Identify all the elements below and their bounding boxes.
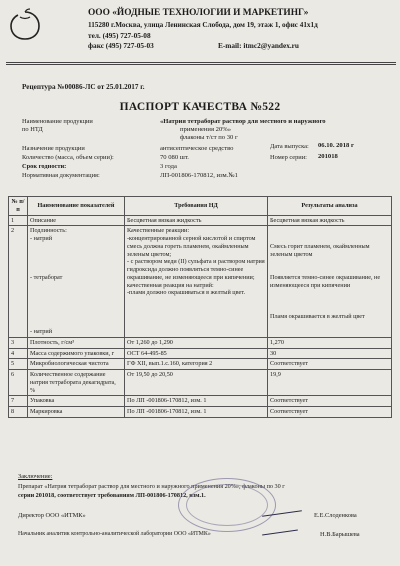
company-email: E-mail: itmc2@yandex.ru	[218, 41, 299, 50]
company-name: ООО «ЙОДНЫЕ ТЕХНОЛОГИИ И МАРКЕТИНГ»	[88, 8, 309, 18]
row-requirement: По ЛП -001806-170812, изм. 1	[125, 396, 268, 407]
table-header-row	[9, 197, 392, 216]
row-result: 1,270	[268, 337, 392, 348]
director-title: Директор ООО «ИТМК»	[18, 512, 86, 519]
spec-table	[8, 196, 392, 418]
company-address: 115280 г.Москва, улица Ленинская Слобода, дом 19, этаж 1, офис 41х1д	[88, 21, 318, 29]
normdoc-label: Нормативная документация:	[22, 172, 100, 179]
header-divider-2	[6, 64, 396, 65]
table-row	[9, 215, 392, 226]
row-indicator: Маркировка	[28, 407, 125, 418]
row-result: Соответствует	[268, 359, 392, 370]
product-value-line3: флаконы т/ст по 30 г	[180, 134, 238, 141]
quantity-label: Количество (масса, объем серии):	[22, 154, 114, 161]
row-num: 3	[9, 337, 28, 348]
col-header-num: № п/п	[9, 197, 28, 216]
row-num: 2	[9, 226, 28, 338]
release-date-value: 06.10. 2018 г	[318, 142, 354, 149]
shelf-life-value: 3 года	[160, 163, 177, 170]
lab-head-signature	[262, 529, 298, 535]
row-requirement: Бесцветная вязкая жидкость	[125, 215, 268, 226]
batch-value: 201018	[318, 153, 338, 160]
table-row	[9, 337, 392, 348]
purpose-value: антисептическое средство	[160, 145, 234, 152]
row-result: Бесцветная вязкая жидкость	[268, 215, 392, 226]
table-row	[9, 370, 392, 396]
product-label: Наименование продукции	[22, 118, 93, 125]
row-requirement: От 19,50 до 20,50	[125, 370, 268, 396]
product-value: «Натрия тетраборат раствор для местного и наружного	[160, 118, 326, 125]
table-row	[9, 348, 392, 359]
director-name: Е.Е.Слоденкова	[314, 512, 357, 519]
row-result: Смесь горит пламенем, окаймленным зеленым цветом Появляется темно-синее окрашивание, не изменяющееся при кипячении Пламя окрашивается в желтый цвет	[268, 226, 392, 338]
row-requirement: ОСТ 64-495-85	[125, 348, 268, 359]
col-header-indicator: Наименование показателей	[28, 197, 125, 216]
col-header-requirement: Требования НД	[125, 197, 268, 216]
row-num: 5	[9, 359, 28, 370]
normdoc-value: ЛП-001806-170812, изм.№1	[160, 172, 238, 179]
purpose-label: Назначение продукции	[22, 145, 85, 152]
page-title: ПАСПОРТ КАЧЕСТВА №522	[119, 101, 281, 113]
row-requirement: По ЛП -001806-170812, изм. 1	[125, 407, 268, 418]
product-label-ntd: по НТД	[22, 126, 43, 133]
row-indicator: Микробиологическая чистота	[28, 359, 125, 370]
row-requirement: От 1,260 до 1,290	[125, 337, 268, 348]
table-row	[9, 359, 392, 370]
release-date-label: Дата выпуска:	[270, 143, 309, 150]
quantity-value: 70 080 шт.	[160, 154, 189, 161]
row-num: 7	[9, 396, 28, 407]
row-indicator: Плотность, г/см³	[28, 337, 125, 348]
row-requirement: Качественные реакции: -концентрированной серной кислотой и спиртом смесь должна гореть пламенем, окаймленным зеленым цветом; - с раствором меди (II) сульфата и раствором натрия гидроксида должно появляться темно-синее окрашивание, не изменяющееся при кипячении; качественная реакция на натрий: -пламя должно окрашиваться в желтый цвет.	[125, 226, 268, 338]
lab-head-name: Н.В.Барышева	[320, 531, 360, 538]
product-value-line2: применения 20%»	[180, 126, 232, 133]
company-phone: тел. (495) 727-05-08	[88, 31, 151, 40]
batch-label: Номер серии:	[270, 154, 307, 161]
col-header-result: Результаты анализа	[268, 197, 392, 216]
shelf-life-label: Срок годности:	[22, 163, 67, 170]
company-fax: факс (495) 727-05-03	[88, 41, 154, 50]
row-indicator: Количественное содержание натрия тетрабората декагидрата, %	[28, 370, 125, 396]
row-indicator: Упаковка	[28, 396, 125, 407]
row-result: Соответствует	[268, 396, 392, 407]
lab-head-title: Начальник аналитик контрольно-аналитической лаборатории ООО «ИТМК»	[18, 531, 211, 537]
conclusion-line2: серии 201018, соответствует требованиям ЛП-001806-170812, изм.1.	[18, 492, 206, 499]
conclusion-label: Заключение:	[18, 473, 53, 480]
header-divider	[6, 62, 396, 63]
table-row	[9, 396, 392, 407]
row-result: Соответствует	[268, 407, 392, 418]
row-result: 19,9	[268, 370, 392, 396]
row-indicator: Подлинность: - натрий - тетраборат - натрий	[28, 226, 125, 338]
company-stamp-inner	[186, 484, 268, 526]
table-row	[9, 226, 392, 338]
row-indicator: Описание	[28, 215, 125, 226]
conclusion-line1: Препарат «Натрия тетраборат раствор для местного и наружного применения 20%», флаконы по 30 г	[18, 483, 285, 490]
row-result: 30	[268, 348, 392, 359]
document-reference: Рецептура №00086-ЛС от 25.01.2017 г.	[22, 83, 145, 91]
row-num: 1	[9, 215, 28, 226]
row-num: 4	[9, 348, 28, 359]
row-num: 6	[9, 370, 28, 396]
company-logo-icon	[8, 8, 42, 42]
row-indicator: Масса содержимого упаковки, г	[28, 348, 125, 359]
row-requirement: ГФ XII, вып.1.с.160, категория 2	[125, 359, 268, 370]
table-row	[9, 407, 392, 418]
row-num: 8	[9, 407, 28, 418]
